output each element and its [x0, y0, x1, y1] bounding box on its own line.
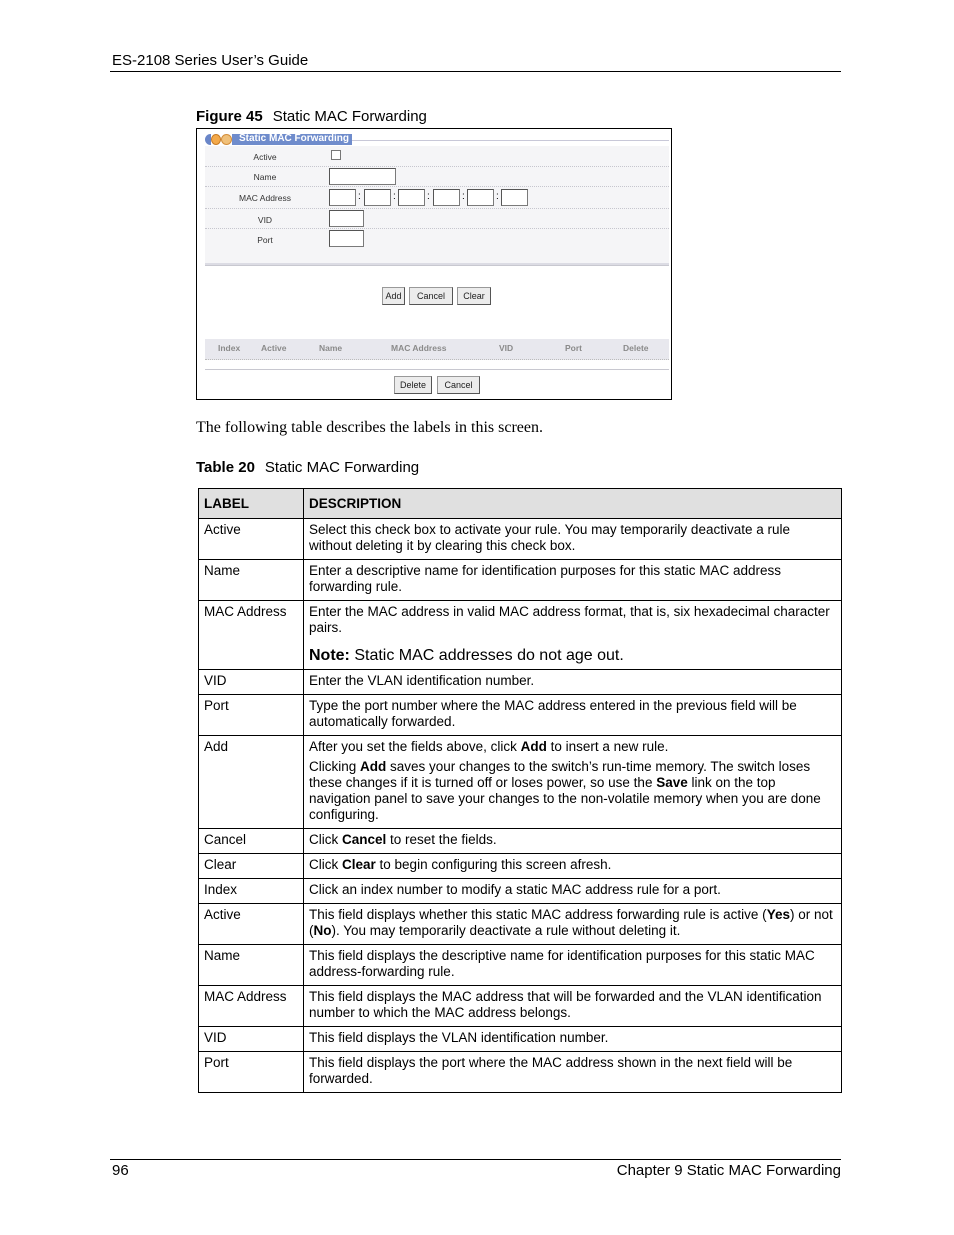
table-row: [199, 854, 842, 879]
table-header-row: [199, 489, 842, 519]
text-run: ) or not (: [309, 907, 833, 938]
title-bar-bullet-icon: [211, 134, 221, 145]
row-label: Name: [199, 560, 304, 601]
row-description: This field displays the descriptive name for identification purposes for this static MAC address-forwarding rule.: [304, 945, 842, 986]
form-row-active: [205, 146, 669, 167]
text-run: link on the top navigation panel to save your changes to the non-volatile memory when you are done configuring.: [309, 775, 821, 822]
chapter-title: Chapter 9 Static MAC Forwarding: [616, 1162, 841, 1179]
figure-caption: [196, 108, 427, 125]
vid-label: VID: [257, 215, 273, 225]
table-row: [199, 829, 842, 854]
text-run: to begin configuring this screen afresh.: [375, 857, 612, 872]
text-run: This field displays whether this static MAC address forwarding rule is active (: [309, 907, 767, 922]
cancel-delete-button[interactable]: Cancel: [437, 376, 480, 394]
rule-list-header: [205, 339, 669, 360]
mac-octet-2-input[interactable]: [364, 189, 391, 206]
bold-term: Add: [360, 759, 387, 774]
bold-term: Yes: [766, 907, 790, 922]
mac-octet-6-input[interactable]: [501, 189, 528, 206]
bold-term: Add: [520, 739, 547, 754]
mac-separator: :: [462, 191, 465, 202]
screenshot-static-mac-forwarding: [196, 128, 672, 400]
table-caption: [196, 459, 419, 476]
table-row: [199, 736, 842, 829]
intro-paragraph: The following table describes the labels in this screen.: [196, 419, 544, 436]
screen-title: Static MAC Forwarding: [239, 133, 350, 144]
form-divider: [205, 265, 669, 266]
row-description: Enter a descriptive name for identification purposes for this static MAC address forwarding rule.: [304, 560, 842, 601]
form-row-port: [205, 228, 669, 248]
mac-octet-5-input[interactable]: [467, 189, 494, 206]
form-row-name: [205, 166, 669, 187]
form-row-vid: [205, 208, 669, 229]
row-label: Cancel: [199, 829, 304, 854]
label-description-table: [198, 488, 842, 1093]
text-run: to insert a new rule.: [546, 739, 669, 754]
row-description: This field displays the VLAN identification number.: [304, 1027, 842, 1052]
vid-input[interactable]: [329, 210, 364, 227]
column-active: Active: [261, 343, 287, 353]
row-label: MAC Address: [199, 986, 304, 1027]
mac-separator: :: [427, 191, 430, 202]
row-label: Active: [199, 519, 304, 560]
column-index: Index: [218, 343, 241, 353]
table-row: [199, 601, 842, 670]
mac-octet-1-input[interactable]: [329, 189, 356, 206]
row-label: MAC Address: [199, 601, 304, 670]
bold-term: Clear: [342, 857, 376, 872]
active-checkbox[interactable]: [331, 150, 341, 160]
footer-rule: [110, 1159, 841, 1160]
column-mac-address: MAC Address: [391, 343, 447, 353]
name-label: Name: [253, 172, 277, 182]
row-description: [304, 601, 842, 670]
description-paragraph: [309, 759, 836, 823]
row-label: Clear: [199, 854, 304, 879]
rule-form: [205, 146, 669, 265]
active-label: Active: [253, 152, 277, 162]
table-row: [199, 1052, 842, 1093]
row-description: [304, 854, 842, 879]
row-description: This field displays the port where the MAC address shown in the next field will be forwarded.: [304, 1052, 842, 1093]
text-run: Clicking: [309, 759, 361, 774]
page-number: 96: [112, 1162, 129, 1179]
bold-term: Save: [656, 775, 688, 790]
row-label: Port: [199, 1052, 304, 1093]
row-label: Active: [199, 904, 304, 945]
mac-separator: :: [496, 191, 499, 202]
column-port: Port: [565, 343, 582, 353]
row-description: This field displays the MAC address that will be forwarded and the VLAN identification number to which the MAC address belongs.: [304, 986, 842, 1027]
column-name: Name: [319, 343, 343, 353]
row-label: Name: [199, 945, 304, 986]
mac-separator: :: [393, 191, 396, 202]
list-divider: [205, 369, 669, 370]
header-rule: [110, 71, 841, 72]
row-description: [304, 904, 842, 945]
port-label: Port: [257, 235, 273, 245]
description-column-header: DESCRIPTION: [304, 489, 842, 519]
row-description: [304, 829, 842, 854]
clear-button[interactable]: Clear: [457, 287, 491, 305]
column-vid: VID: [499, 343, 514, 353]
delete-button[interactable]: Delete: [394, 376, 432, 394]
table-title: Static MAC Forwarding: [264, 459, 420, 476]
bold-term: Cancel: [342, 832, 387, 847]
column-delete: Delete: [623, 343, 649, 353]
figure-label: Figure 45: [196, 108, 263, 125]
table-row: [199, 945, 842, 986]
cancel-button[interactable]: Cancel: [409, 287, 453, 305]
table-label: Table 20: [196, 459, 255, 476]
text-run: Click: [309, 832, 342, 847]
row-label: Port: [199, 695, 304, 736]
text-run: to reset the fields.: [386, 832, 497, 847]
table-row: [199, 670, 842, 695]
row-description-text: Enter the MAC address in valid MAC address format, that is, six hexadecimal character pairs.: [309, 604, 830, 635]
text-run: After you set the fields above, click: [309, 739, 521, 754]
table-row: [199, 879, 842, 904]
table-row: [199, 695, 842, 736]
row-label: VID: [199, 670, 304, 695]
note-text: Static MAC addresses do not age out.: [349, 647, 624, 664]
mac-address-label: MAC Address: [239, 193, 291, 203]
port-input[interactable]: [329, 230, 364, 247]
running-header: ES-2108 Series User’s Guide: [112, 52, 309, 69]
row-description: Select this check box to activate your rule. You may temporarily deactivate a rule without deleting it by clearing this check box.: [304, 519, 842, 560]
row-description: Click an index number to modify a static MAC address rule for a port.: [304, 879, 842, 904]
row-description: Type the port number where the MAC address entered in the previous field will be automatically forwarded.: [304, 695, 842, 736]
add-button[interactable]: Add: [382, 287, 405, 305]
figure-title: Static MAC Forwarding: [272, 108, 427, 125]
label-column-header: LABEL: [199, 489, 304, 519]
table-row: [199, 519, 842, 560]
table-row: [199, 560, 842, 601]
note: [309, 648, 836, 664]
mac-separator: :: [358, 191, 361, 202]
text-run: ). You may temporarily deactivate a rule without deleting it.: [331, 923, 681, 938]
row-label: VID: [199, 1027, 304, 1052]
name-input[interactable]: [329, 168, 396, 185]
table-row: [199, 986, 842, 1027]
form-row-mac: [205, 186, 669, 209]
text-run: saves your changes to the switch’s run-time memory. The switch loses these changes if it is turned off or loses power, so use the: [309, 759, 811, 790]
table-row: [199, 904, 842, 945]
title-bar-bullet-icon-2: [221, 134, 232, 145]
description-paragraph: [309, 739, 836, 755]
table-row: [199, 1027, 842, 1052]
row-description: [304, 736, 842, 829]
row-label: Add: [199, 736, 304, 829]
text-run: Click: [309, 857, 342, 872]
screen-title-bar: [205, 134, 669, 145]
row-label: Index: [199, 879, 304, 904]
mac-octet-3-input[interactable]: [398, 189, 425, 206]
note-label: Note:: [309, 647, 350, 664]
row-description: Enter the VLAN identification number.: [304, 670, 842, 695]
bold-term: No: [313, 923, 332, 938]
mac-octet-4-input[interactable]: [433, 189, 460, 206]
